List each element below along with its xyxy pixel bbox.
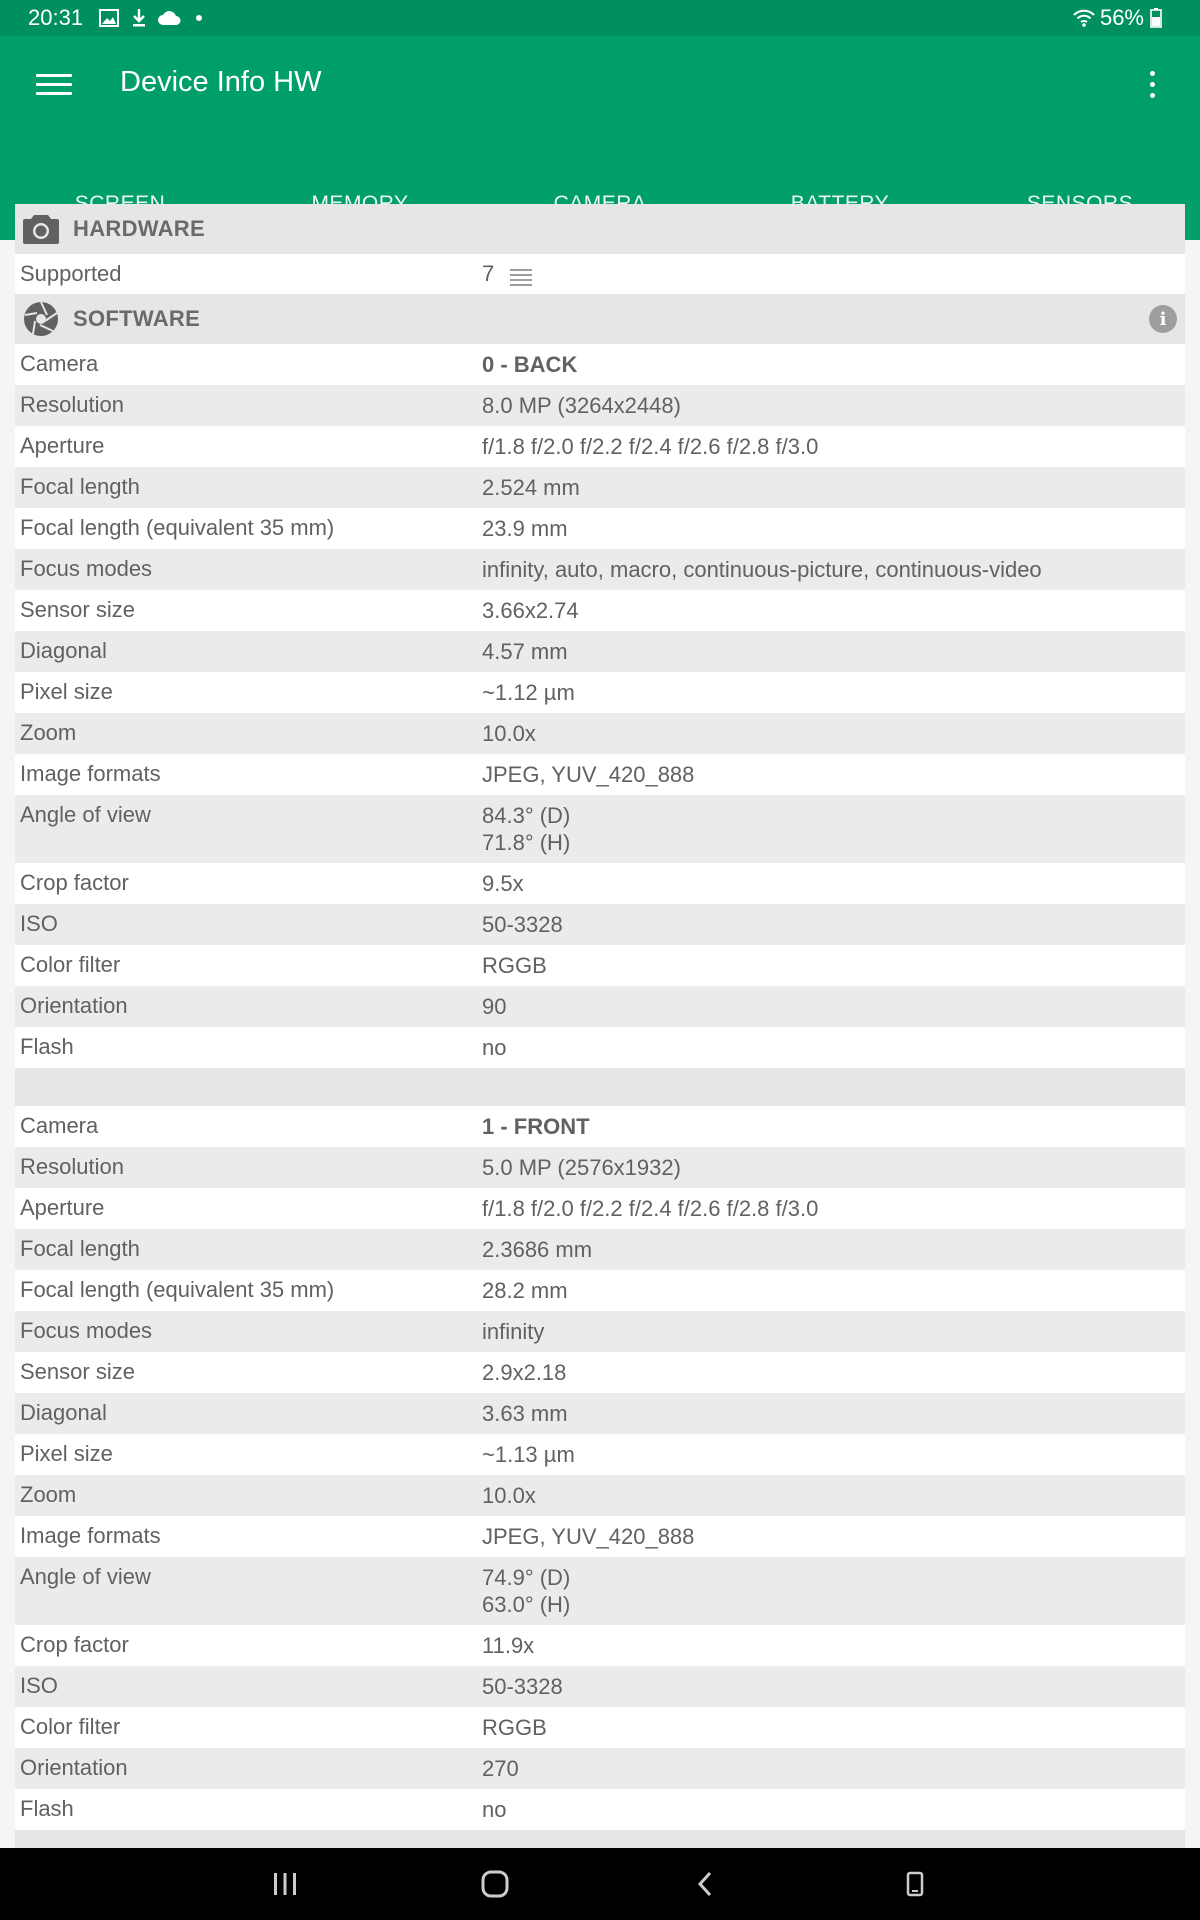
spec-label: Orientation — [20, 993, 128, 1018]
camera-content — [15, 204, 1185, 1908]
spec-row — [15, 549, 1185, 590]
cloud-icon — [157, 6, 181, 30]
camera-back-list — [15, 344, 1185, 1068]
spec-row — [15, 1188, 1185, 1229]
spec-row — [15, 508, 1185, 549]
spec-label: Camera — [20, 351, 99, 376]
hardware-header-label: HARDWARE — [73, 216, 205, 241]
spec-value-cell — [482, 385, 1185, 426]
supported-value-cell — [482, 254, 1185, 294]
spec-value-cell — [482, 549, 1185, 590]
spec-row — [15, 1434, 1185, 1475]
spec-value-cell — [482, 508, 1185, 549]
spec-value: 0 - BACK — [482, 352, 578, 377]
spec-value: no — [482, 1797, 507, 1822]
aperture-icon — [21, 299, 61, 339]
hardware-section-header — [15, 204, 1185, 254]
spec-label: Zoom — [20, 720, 77, 745]
spec-label: Aperture — [20, 1195, 105, 1220]
spec-value-cell — [482, 1625, 1185, 1666]
spec-value-cell — [482, 1147, 1185, 1188]
spec-value: 11.9x — [482, 1633, 535, 1658]
spec-label: Zoom — [20, 1482, 77, 1507]
spec-row — [15, 590, 1185, 631]
spec-value: 50-3328 — [482, 912, 563, 937]
spec-label: Resolution — [20, 392, 124, 417]
spec-value-cell — [482, 904, 1185, 945]
spec-value-cell — [482, 1748, 1185, 1789]
spec-value-cell — [482, 1789, 1185, 1830]
spec-row — [15, 1147, 1185, 1188]
spec-value-cell — [482, 795, 1185, 863]
camera-divider — [15, 1068, 1185, 1106]
spec-value-cell — [482, 344, 1185, 385]
system-nav-bar — [0, 1848, 1200, 1920]
spec-row — [15, 986, 1185, 1027]
spec-row — [15, 672, 1185, 713]
spec-row — [15, 1393, 1185, 1434]
spec-value-cell — [482, 1516, 1185, 1557]
spec-value: 2.9x2.18 — [482, 1360, 567, 1385]
spec-value-cell — [482, 467, 1185, 508]
spec-label: Focal length — [20, 474, 140, 499]
spec-label: Diagonal — [20, 638, 107, 663]
spec-value: 8.0 MP (3264x2448) — [482, 393, 681, 418]
spec-row — [15, 863, 1185, 904]
info-icon[interactable]: i — [1149, 305, 1177, 333]
spec-value-cell — [482, 631, 1185, 672]
spec-label: Sensor size — [20, 597, 135, 622]
spec-row — [15, 754, 1185, 795]
app-bar — [0, 36, 1200, 168]
spec-row — [15, 1666, 1185, 1707]
spec-value-cell — [482, 1188, 1185, 1229]
spec-value-cell — [482, 1666, 1185, 1707]
spec-value: infinity, auto, macro, continuous-picture, continuous-video — [482, 557, 1042, 582]
spec-label: Focus modes — [20, 556, 153, 581]
spec-row — [15, 1229, 1185, 1270]
spec-label: Crop factor — [20, 870, 129, 895]
spec-row — [15, 385, 1185, 426]
camera-icon — [21, 209, 61, 249]
spec-value: 84.3° (D) — [482, 803, 571, 828]
spec-value: RGGB — [482, 1715, 547, 1740]
spec-value: ~1.12 µm — [482, 680, 575, 705]
spec-value: 10.0x — [482, 1483, 536, 1508]
spec-value-cell — [482, 863, 1185, 904]
spec-row — [15, 1625, 1185, 1666]
spec-value: 23.9 mm — [482, 516, 568, 541]
rotate-icon[interactable] — [885, 1854, 945, 1914]
spec-value-cell — [482, 1707, 1185, 1748]
spec-value: infinity — [482, 1319, 545, 1344]
spec-value-secondary: 63.0° (H) — [482, 1592, 571, 1617]
spec-row — [15, 795, 1185, 863]
spec-value-cell — [482, 986, 1185, 1027]
spec-value: JPEG, YUV_420_888 — [482, 1524, 695, 1549]
spec-label: Pixel size — [20, 1441, 113, 1466]
spec-label: Image formats — [20, 761, 161, 786]
spec-row — [15, 467, 1185, 508]
hamburger-menu-icon[interactable] — [36, 66, 72, 102]
spec-label: Sensor size — [20, 1359, 135, 1384]
software-header-label: SOFTWARE — [73, 306, 201, 331]
spec-value-cell — [482, 1106, 1185, 1147]
spec-value-cell — [482, 1557, 1185, 1625]
spec-row — [15, 945, 1185, 986]
spec-label: Flash — [20, 1034, 74, 1059]
spec-value: 28.2 mm — [482, 1278, 568, 1303]
spec-value: 270 — [482, 1756, 519, 1781]
spec-label: Camera — [20, 1113, 99, 1138]
spec-value-cell — [482, 1229, 1185, 1270]
spec-row — [15, 1270, 1185, 1311]
spec-value: 2.3686 mm — [482, 1237, 593, 1262]
dot-icon — [187, 6, 211, 30]
spec-row — [15, 631, 1185, 672]
spec-label: Resolution — [20, 1154, 124, 1179]
spec-row — [15, 713, 1185, 754]
spec-value-cell — [482, 590, 1185, 631]
spec-label: Diagonal — [20, 1400, 107, 1425]
spec-label: Angle of view — [20, 802, 151, 827]
more-options-icon[interactable] — [1140, 66, 1164, 102]
spec-row — [15, 904, 1185, 945]
spec-row — [15, 1475, 1185, 1516]
spec-label: ISO — [20, 1673, 58, 1698]
spec-label: Orientation — [20, 1755, 128, 1780]
status-time: 20:31 — [28, 5, 84, 30]
supported-value: 7 — [482, 261, 495, 286]
spec-value-cell — [482, 945, 1185, 986]
app-title: Device Info HW — [120, 66, 322, 98]
status-right — [1072, 5, 1172, 31]
software-section-header — [15, 294, 1185, 344]
spec-row — [15, 426, 1185, 467]
spec-value: 1 - FRONT — [482, 1114, 590, 1139]
spec-value-cell — [482, 426, 1185, 467]
spec-row — [15, 1311, 1185, 1352]
wifi-icon — [1072, 6, 1096, 30]
spec-value-cell — [482, 672, 1185, 713]
spec-row — [15, 1707, 1185, 1748]
spec-label: Focal length — [20, 1236, 140, 1261]
spec-value: 9.5x — [482, 871, 524, 896]
spec-label: Image formats — [20, 1523, 161, 1548]
spec-label: Focus modes — [20, 1318, 153, 1343]
home-icon[interactable] — [465, 1854, 525, 1914]
spec-label: Color filter — [20, 1714, 121, 1739]
spec-value: ~1.13 µm — [482, 1442, 575, 1467]
spec-value-cell — [482, 1434, 1185, 1475]
back-icon[interactable] — [675, 1854, 735, 1914]
spec-value: 50-3328 — [482, 1674, 563, 1699]
spec-value: no — [482, 1035, 507, 1060]
list-icon[interactable] — [510, 266, 532, 284]
spec-label: Focal length (equivalent 35 mm) — [20, 1277, 335, 1302]
spec-value-cell — [482, 1027, 1185, 1068]
status-bar — [0, 0, 1200, 36]
spec-label: ISO — [20, 911, 58, 936]
download-icon — [127, 6, 151, 30]
recents-icon[interactable] — [255, 1854, 315, 1914]
spec-value: f/1.8 f/2.0 f/2.2 f/2.4 f/2.6 f/2.8 f/3.0 — [482, 1196, 819, 1221]
spec-value-cell — [482, 1352, 1185, 1393]
spec-value-cell — [482, 754, 1185, 795]
spec-label: Crop factor — [20, 1632, 129, 1657]
spec-value-secondary: 71.8° (H) — [482, 830, 571, 855]
spec-row — [15, 1106, 1185, 1147]
battery-icon — [1144, 6, 1168, 30]
camera-front-list — [15, 1106, 1185, 1830]
spec-row — [15, 344, 1185, 385]
spec-value: 3.66x2.74 — [482, 598, 579, 623]
spec-value: 10.0x — [482, 721, 536, 746]
image-icon — [97, 6, 121, 30]
spec-label: Angle of view — [20, 1564, 151, 1589]
spec-row — [15, 1789, 1185, 1830]
spec-value: JPEG, YUV_420_888 — [482, 762, 695, 787]
spec-value: 5.0 MP (2576x1932) — [482, 1155, 681, 1180]
spec-label: Aperture — [20, 433, 105, 458]
spec-label: Pixel size — [20, 679, 113, 704]
spec-row — [15, 1027, 1185, 1068]
spec-value: RGGB — [482, 953, 547, 978]
spec-value-cell — [482, 1393, 1185, 1434]
battery-percent: 56% — [1099, 5, 1144, 30]
spec-row — [15, 1557, 1185, 1625]
spec-label: Focal length (equivalent 35 mm) — [20, 515, 335, 540]
spec-value: f/1.8 f/2.0 f/2.2 f/2.4 f/2.6 f/2.8 f/3.0 — [482, 434, 819, 459]
spec-label: Color filter — [20, 952, 121, 977]
spec-value-cell — [482, 1270, 1185, 1311]
spec-row — [15, 1748, 1185, 1789]
spec-row — [15, 1516, 1185, 1557]
spec-value: 3.63 mm — [482, 1401, 568, 1426]
spec-value: 4.57 mm — [482, 639, 568, 664]
supported-row — [15, 254, 1185, 294]
spec-value: 2.524 mm — [482, 475, 580, 500]
spec-value: 90 — [482, 994, 507, 1019]
spec-value: 74.9° (D) — [482, 1565, 571, 1590]
supported-label: Supported — [20, 261, 122, 286]
spec-label: Flash — [20, 1796, 74, 1821]
spec-value-cell — [482, 1311, 1185, 1352]
spec-value-cell — [482, 1475, 1185, 1516]
spec-value-cell — [482, 713, 1185, 754]
spec-row — [15, 1352, 1185, 1393]
